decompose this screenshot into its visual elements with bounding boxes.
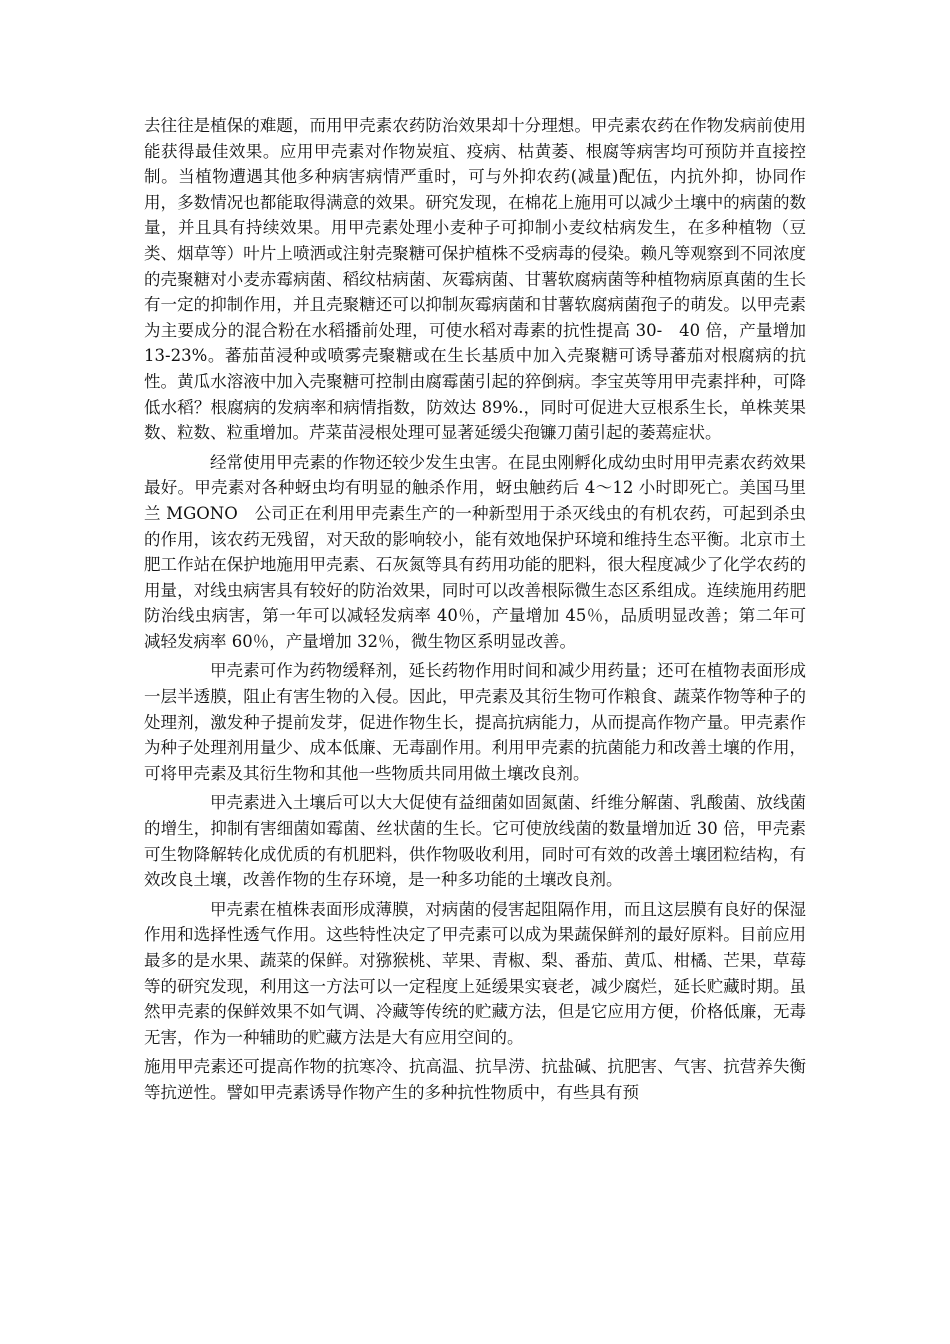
paragraph-preservation: 甲壳素在植株表面形成薄膜，对病菌的侵害起阻隔作用，而且这层膜有良好的保湿作用和选择性透气作用。这些特性决定了甲壳素可以成为果蔬保鲜剂的最好原料。目前应用最多的是水果、蔬菜的保鲜。对猕猴桃、苹果、青椒、梨、番茄、黄瓜、柑橘、芒果，草莓等的研究发现，利用这一方法可以一定程度上延缓果实衰老，减少腐烂，延长贮藏时期。虽然甲壳素的保鲜效果不如气调、冷藏等传统的贮藏方法，但是它应用方便，价格低廉，无毒无害，作为一种辅助的贮藏方法是大有应用空间的。	[144, 899, 806, 1047]
paragraph-stress-resistance: 施用甲壳素还可提高作物的抗寒冷、抗高温、抗旱涝、抗盐碱、抗肥害、气害、抗营养失衡等抗逆性。譬如甲壳素诱导作物产生的多种抗性物质中，有些具有预	[144, 1057, 806, 1102]
paragraph-soil-improvement: 甲壳素进入土壤后可以大大促使有益细菌如固氮菌、纤维分解菌、乳酸菌、放线菌的增生，抑制有害细菌如霉菌、丝状菌的生长。它可使放线菌的数量增加近 30 倍，甲壳素可生物降解转化成优质的有机肥料，供作物吸收利用，同时可有效的改善土壤团粒结构，有效改良土壤，改善作物的生存环境，是一种多功能的土壤改良剂。	[144, 793, 806, 890]
paragraph-pest-control: 经常使用甲壳素的作物还较少发生虫害。在昆虫刚孵化成幼虫时用甲壳素农药效果最好。甲壳素对各种蚜虫均有明显的触杀作用，蚜虫触药后 4～12 小时即死亡。美国马里兰 MGONO 公司正在利用甲壳素生产的一种新型用于杀灭线虫的有机农药，可起到杀虫的作用，该农药无残留，对天敌的影响较小，能有效地保护环境和维持生态平衡。北京市土肥工作站在保护地施用甲壳素、石灰氮等具有药用功能的肥料，很大程度减少了化学农药的用量，对线虫病害具有较好的防治效果，同时可以改善根际微生态区系组成。连续施用药肥防治线虫病害，第一年可以减轻发病率 40％，产量增加 45％，品质明显改善；第二年可减轻发病率 60％，产量增加 32％，微生物区系明显改善。	[144, 452, 806, 651]
paragraph-disease-control: 去往往是植保的难题，而用甲壳素农药防治效果却十分理想。甲壳素农药在作物发病前使用能获得最佳效果。应用甲壳素对作物炭疽、疫病、枯黄萎、根腐等病害均可预防并直接控制。当植物遭遇其他多种病害病情严重时，可与外抑农药(减量)配伍，内抗外抑，协同作用，多数情况也都能取得满意的效果。研究发现，在棉花上施用可以减少土壤中的病菌的数量，并且具有持续效果。用甲壳素处理小麦种子可抑制小麦纹枯病发生，在多种植物（豆类、烟草等）叶片上喷洒或注射壳聚糖可保护植株不受病毒的侵染。赖凡等观察到不同浓度的壳聚糖对小麦赤霉病菌、稻纹枯病菌、灰霉病菌、甘薯软腐病菌等种植物病原真菌的生长有一定的抑制作用，并且壳聚糖还可以抑制灰霉病菌和甘薯软腐病菌孢子的萌发。以甲壳素为主要成分的混合粉在水稻播前处理，可使水稻对毒素的抗性提高 30- 40 倍，产量增加 13-23%。蕃茄苗浸种或喷雾壳聚糖或在生长基质中加入壳聚糖可诱导蕃茄对根腐病的抗性。黄瓜水溶液中加入壳聚糖可控制由腐霉菌引起的猝倒病。李宝英等用甲壳素拌种，可降低水稻？根腐病的发病率和病情指数，防效达 89%.，同时可促进大豆根系生长，单株荚果数、粒数、粒重增加。芹菜苗浸根处理可显著延缓尖孢镰刀菌引起的萎蔫症状。	[144, 116, 806, 443]
document-body	[144, 113, 806, 1110]
paragraph-seed-treatment: 甲壳素可作为药物缓释剂，延长药物作用时间和减少用药量；还可在植物表面形成一层半透膜，阻止有害生物的入侵。因此，甲壳素及其衍生物可作粮食、蔬菜作物等种子的处理剂，激发种子提前发芽，促进作物生长，提高抗病能力，从而提高作物产量。甲壳素作为种子处理剂用量少、成本低廉、无毒副作用。利用甲壳素的抗菌能力和改善土壤的作用，可将甲壳素及其衍生物和其他一些物质共同用做土壤改良剂。	[144, 661, 806, 783]
